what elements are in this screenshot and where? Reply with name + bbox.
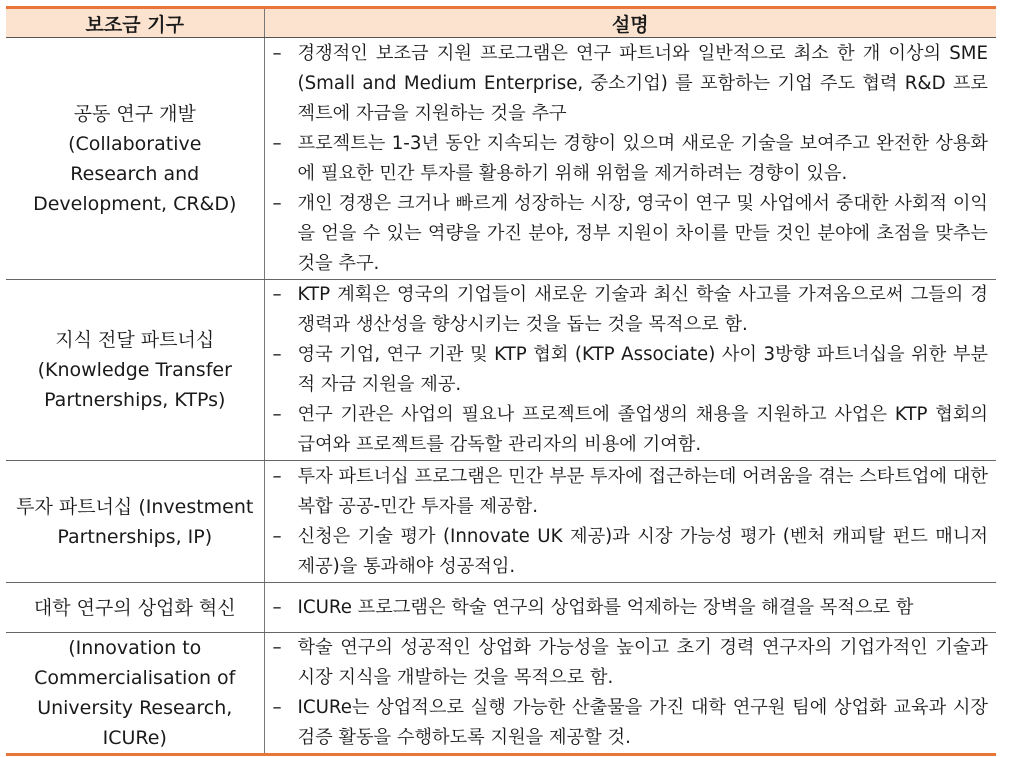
list-item: – 영국 기업, 연구 기관 및 KTP 협회 (KTP Associate) 사이 3방향 파트너십을 위한 부분적 자금 지원을 제공. [272,344,988,395]
item-text: ICURe 프로그램은 학술 연구의 상업화를 억제하는 장벽을 해결을 목적으로 함 [297,596,914,618]
label-line: Partnerships, KTPs) [44,389,226,411]
label-line: Partnerships, IP) [57,525,213,548]
item-text: 신청은 기술 평가 (Innovate UK 제공)과 시장 가능성 평가 (벤처 캐피탈 펀드 매니저 제공)을 통과해야 성공적임. [297,525,988,577]
item-text: ICURe는 상업적으로 실행 가능한 산출물을 가진 대학 연구원 팀에 상업화 교육과 시장 검증 활동을 수행하도록 지원을 제공할 것. [297,697,988,748]
mechanism-name-crd [6,38,264,280]
table-row [6,461,996,583]
item-text: 투자 파트너십 프로그램은 민간 부문 투자에 접근하는데 어려움을 겪는 스타트업에 대한 복합 공공-민간 투자를 제공함. [297,465,988,517]
label-line: University Research, [37,697,233,719]
list-item: – 개인 경쟁은 크거나 빠르게 성장하는 시장, 영국이 연구 및 사업에서 중대한 사회적 이익을 얻을 수 있는 역량을 가진 분야, 정부 지원이 차이를 만들 것인 분야에 초점을 맞추는 것을 추구. [272,192,988,274]
list-item: – ICURe는 상업적으로 실행 가능한 산출물을 가진 대학 연구원 팀에 상업화 교육과 시장 검증 활동을 수행하도록 지원을 제공할 것. [272,697,988,748]
description-crd [264,38,996,280]
label-line: 공동 연구 개발 [73,102,196,125]
list-item: – 신청은 기술 평가 (Innovate UK 제공)과 시장 가능성 평가 (벤처 캐피탈 펀드 매니저 제공)을 통과해야 성공적임. [272,525,988,577]
description-ktp [264,280,996,461]
column-header-description: 설명 [264,8,996,38]
mechanism-name-icure [6,583,264,633]
description-icure [264,633,996,755]
list-item: – 학술 연구의 성공적인 상업화 가능성을 높이고 초기 경력 연구자의 기업가적인 기술과 시장 지식을 개발하는 것을 목적으로 함. [272,637,988,688]
table-row [6,633,996,755]
mechanism-name-ktp [6,280,264,461]
table-row [6,583,996,633]
item-text: 영국 기업, 연구 기관 및 KTP 협회 (KTP Associate) 사이 3방향 파트너십을 위한 부분적 자금 지원을 제공. [297,344,988,395]
table-header-row [6,8,996,38]
grant-mechanisms-table [6,6,996,756]
item-text: 경쟁적인 보조금 지원 프로그램은 연구 파트너와 일반적으로 최소 한 개 이상의 SME (Small and Medium Enterprise, 중소기업) 를 포함하는 기업 주도 협력 R&D 프로젝트에 자금을 지원하는 것을 추구 [297,42,988,124]
mechanism-name-ip [6,461,264,583]
label-line: (Knowledge Transfer [37,359,232,381]
item-text: 학술 연구의 성공적인 상업화 가능성을 높이고 초기 경력 연구자의 기업가적인 기술과 시장 지식을 개발하는 것을 목적으로 함. [297,637,988,688]
label-line: 투자 파트너십 (Investment [16,495,254,518]
label-line: Research and [70,162,200,185]
label-line: 대학 연구의 상업화 혁신 [33,596,236,619]
list-item: – 투자 파트너십 프로그램은 민간 부문 투자에 접근하는데 어려움을 겪는 스타트업에 대한 복합 공공-민간 투자를 제공함. [272,465,988,517]
description-icure-title [264,583,996,633]
item-text: 연구 기관은 사업의 필요나 프로젝트에 졸업생의 채용을 지원하고 사업은 KTP 협회의 급여와 프로젝트를 감독할 관리자의 비용에 기여함. [297,404,988,455]
column-header-mechanism: 보조금 기구 [6,8,264,38]
item-text: 프로젝트는 1-3년 동안 지속되는 경향이 있으며 새로운 기술을 보여주고 완전한 상용화에 필요한 민간 투자를 활용하기 위해 위험을 제거하려는 경향이 있음. [297,132,988,184]
label-line: ICURe) [102,727,167,749]
list-item: – ICURe 프로그램은 학술 연구의 상업화를 억제하는 장벽을 해결을 목적으로 함 [272,596,914,618]
table-row [6,280,996,461]
table-row [6,38,996,280]
list-item: – KTP 계획은 영국의 기업들이 새로운 기술과 최신 학술 사고를 가져옴으로써 그들의 경쟁력과 생산성을 향상시키는 것을 돕는 것을 목적으로 함. [272,284,988,335]
label-line: Development, CR&D) [33,192,237,215]
label-line: (Collaborative [68,132,202,155]
list-item: – 경쟁적인 보조금 지원 프로그램은 연구 파트너와 일반적으로 최소 한 개 이상의 SME (Small and Medium Enterprise, 중소기업) 를 포함하는 기업 주도 협력 R&D 프로젝트에 자금을 지원하는 것을 추구 [272,42,988,124]
label-line: Commercialisation of [34,667,236,689]
description-ip [264,461,996,583]
mechanism-name-icure-full [6,633,264,755]
item-text: KTP 계획은 영국의 기업들이 새로운 기술과 최신 학술 사고를 가져옴으로써 그들의 경쟁력과 생산성을 향상시키는 것을 돕는 것을 목적으로 함. [297,284,988,335]
list-item: – 연구 기관은 사업의 필요나 프로젝트에 졸업생의 채용을 지원하고 사업은 KTP 협회의 급여와 프로젝트를 감독할 관리자의 비용에 기여함. [272,404,988,455]
item-text: 개인 경쟁은 크거나 빠르게 성장하는 시장, 영국이 연구 및 사업에서 중대한 사회적 이익을 얻을 수 있는 역량을 가진 분야, 정부 지원이 차이를 만들 것인 분야에 초점을 맞추는 것을 추구. [297,192,988,274]
list-item: – 프로젝트는 1-3년 동안 지속되는 경향이 있으며 새로운 기술을 보여주고 완전한 상용화에 필요한 민간 투자를 활용하기 위해 위험을 제거하려는 경향이 있음. [272,132,988,184]
label-line: 지식 전달 파트너십 [55,329,215,351]
label-line: (Innovation to [68,637,202,659]
